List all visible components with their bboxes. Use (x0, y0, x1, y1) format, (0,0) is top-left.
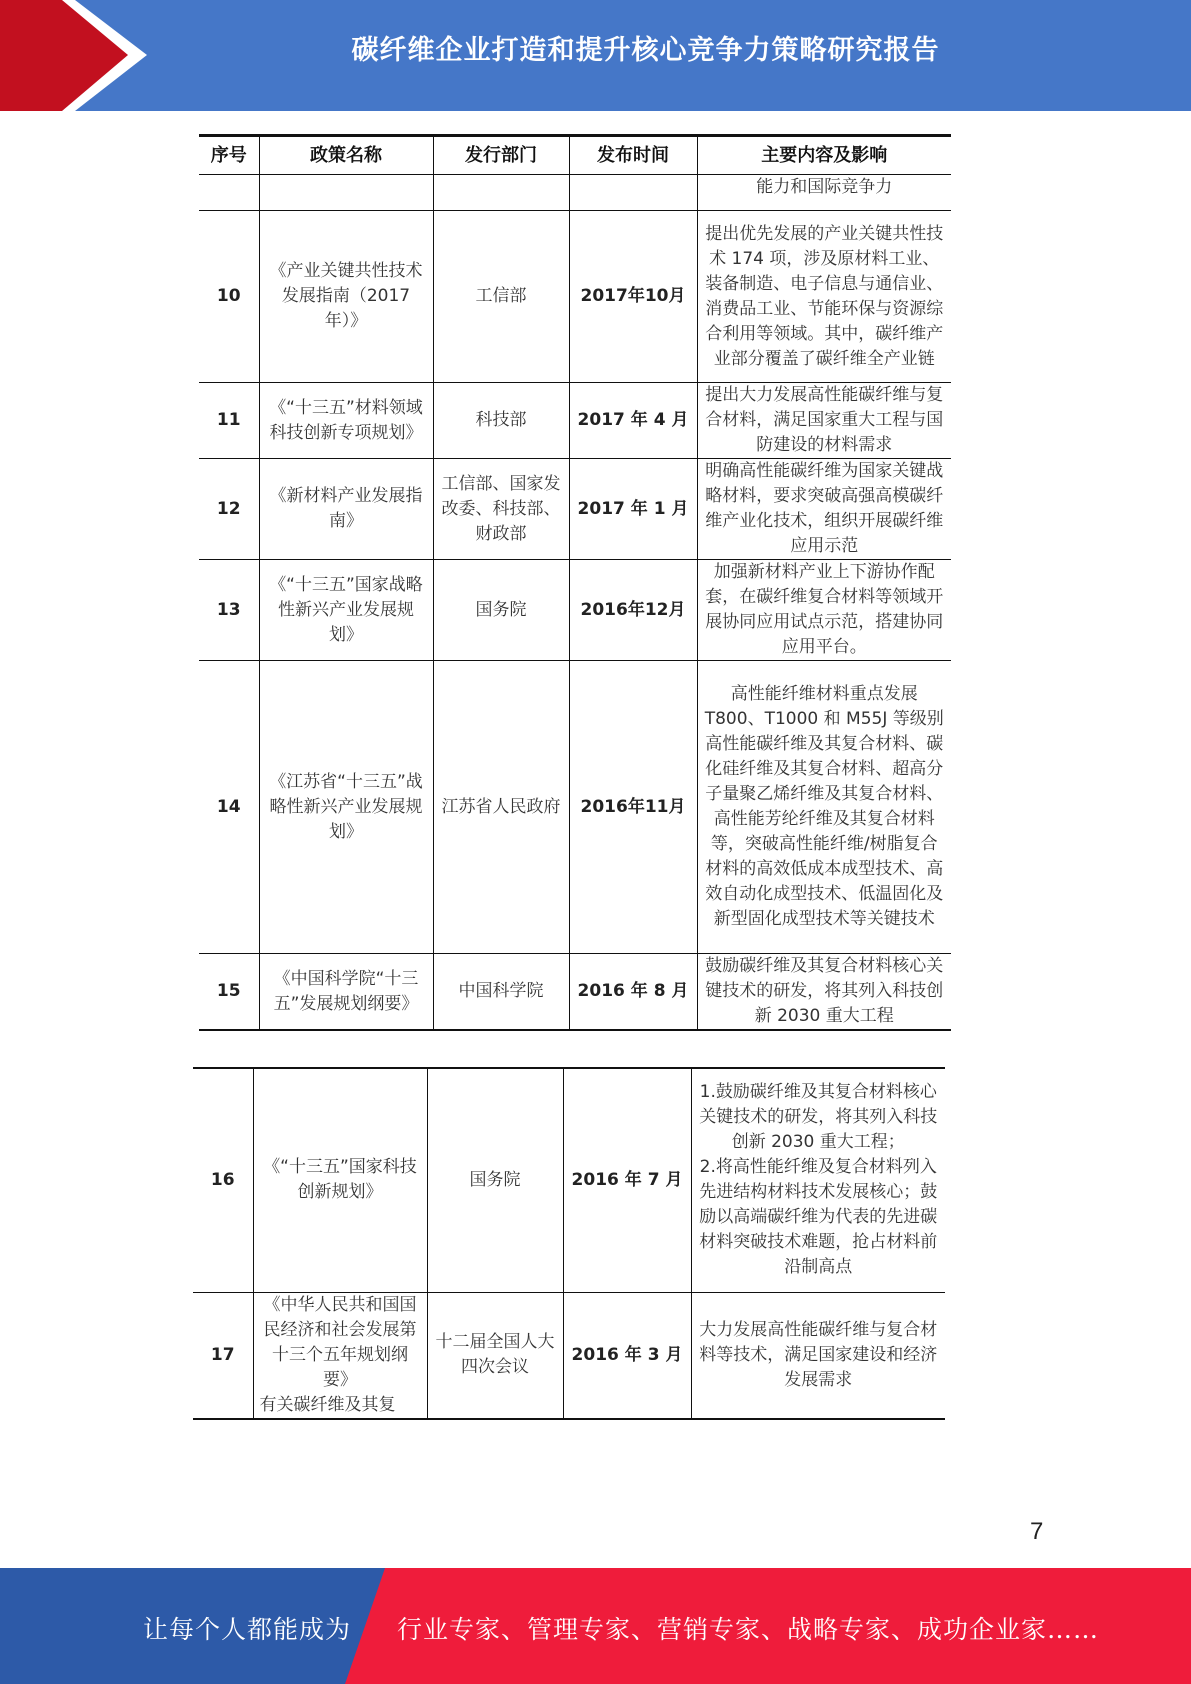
footer-bar (0, 1568, 1191, 1684)
row-content: 鼓励碳纤维及其复合材料核心关键技术的研发，将其列入科技创新 2030 重大工程 (697, 954, 951, 1031)
row-content: 提出大力发展高性能碳纤维与复合材料，满足国家重大工程与国防建设的材料需求 (697, 383, 951, 459)
row-date: 2017年10月 (569, 211, 697, 383)
row-dept: 国务院 (433, 560, 569, 661)
footer-slogan-left: 让每个人都能成为 (143, 1615, 352, 1644)
row-date: 2016年12月 (569, 560, 697, 661)
table-row (199, 175, 951, 211)
row-name: 《中国科学院“十三五”发展规划纲要》 (259, 954, 433, 1031)
row-content: 明确高性能碳纤维为国家关键战略材料，要求突破高强高模碳纤维产业化技术，组织开展碳纤维应用示范 (697, 459, 951, 560)
row-name: 《“十三五”材料领域科技创新专项规划》 (259, 383, 433, 459)
row-dept: 十二届全国人大四次会议 (427, 1292, 563, 1419)
table-row (199, 383, 951, 459)
row-name-extra: 有关碳纤维及其复 (259, 1394, 396, 1415)
table-row (199, 459, 951, 560)
row-dept: 江苏省人民政府 (433, 661, 569, 954)
page-number: 7 (1030, 1518, 1044, 1545)
row-no: 14 (199, 661, 259, 954)
footer-slogan-right: 行业专家、管理专家、营销专家、战略专家、成功企业家…… (397, 1615, 1100, 1644)
table-row (199, 560, 951, 661)
row-name: 《“十三五”国家科技创新规划》 (253, 1068, 427, 1292)
row-dept: 工信部、国家发改委、科技部、财政部 (433, 459, 569, 560)
row-no: 11 (199, 383, 259, 459)
policy-table (199, 134, 951, 1031)
table-row (199, 954, 951, 1031)
row-name: 《新材料产业发展指南》 (259, 459, 433, 560)
table-row (199, 661, 951, 954)
row-no: 17 (193, 1292, 253, 1419)
header-bar (0, 0, 1191, 111)
row-no: 12 (199, 459, 259, 560)
row-date: 2016年11月 (569, 661, 697, 954)
row-no: 13 (199, 560, 259, 661)
table-row (199, 211, 951, 383)
table-row (193, 1068, 945, 1292)
chevron-decoration-icon (0, 0, 160, 111)
table-cell (569, 175, 697, 211)
row-date: 2016 年 8 月 (569, 954, 697, 1031)
row-content: 提出优先发展的产业关键共性技术 174 项，涉及原材料工业、装备制造、电子信息与通信业、消费品工业、节能环保与资源综合利用等领域。其中，碳纤维产业部分覆盖了碳纤维全产业链 (697, 211, 951, 383)
table-cell (259, 175, 433, 211)
row-dept: 国务院 (427, 1068, 563, 1292)
row-dept: 工信部 (433, 211, 569, 383)
row-date: 2016 年 3 月 (563, 1292, 691, 1419)
row-date: 2017 年 1 月 (569, 459, 697, 560)
row-name: 《产业关键共性技术发展指南（2017年）》 (259, 211, 433, 383)
row-content (691, 1068, 945, 1292)
row-date: 2017 年 4 月 (569, 383, 697, 459)
header-date: 发布时间 (569, 136, 697, 175)
table-header-row (199, 136, 951, 175)
report-title: 碳纤维企业打造和提升核心竞争力策略研究报告 (351, 35, 940, 66)
row-name-text: 《中华人民共和国国民经济和社会发展第十三个五年规划纲要》 (263, 1294, 417, 1390)
row-content: 加强新材料产业上下游协作配套，在碳纤维复合材料等领域开展协同应用试点示范，搭建协同应用平台。 (697, 560, 951, 661)
row-no: 16 (193, 1068, 253, 1292)
row-name: 《“十三五”国家战略性新兴产业发展规划》 (259, 560, 433, 661)
row-name (253, 1292, 427, 1419)
header-no: 序号 (199, 136, 259, 175)
header-name: 政策名称 (259, 136, 433, 175)
policy-table-continued (193, 1067, 945, 1420)
row-dept: 科技部 (433, 383, 569, 459)
content-point-1: 1.鼓励碳纤维及其复合材料核心关键技术的研发，将其列入科技创新 2030 重大工程； (699, 1082, 938, 1153)
table-cell (433, 175, 569, 211)
row-name: 《江苏省“十三五”战略性新兴产业发展规划》 (259, 661, 433, 954)
table-row (193, 1292, 945, 1419)
row-content: 高性能纤维材料重点发展 T800、T1000 和 M55J 等级别高性能碳纤维及其复合材料、碳化硅纤维及其复合材料、超高分子量聚乙烯纤维及其复合材料、高性能芳纶纤维及其复合材料等，突破高性能纤维/树脂复合材料的高效低成本成型技术、高效自动化成型技术、低温固化及新型固化成型技术等关键技术 (697, 661, 951, 954)
row-content: 大力发展高性能碳纤维与复合材料等技术，满足国家建设和经济发展需求 (691, 1292, 945, 1419)
row-date: 2016 年 7 月 (563, 1068, 691, 1292)
table-cell (199, 175, 259, 211)
row-dept: 中国科学院 (433, 954, 569, 1031)
content-point-2: 2.将高性能纤维及复合材料列入先进结构材料技术发展核心；鼓励以高端碳纤维为代表的先进碳材料突破技术难题，抢占材料前沿制高点 (699, 1157, 938, 1278)
header-dept: 发行部门 (433, 136, 569, 175)
row-no: 15 (199, 954, 259, 1031)
row-no: 10 (199, 211, 259, 383)
continued-content: 能力和国际竞争力 (697, 175, 951, 211)
header-content: 主要内容及影响 (697, 136, 951, 175)
